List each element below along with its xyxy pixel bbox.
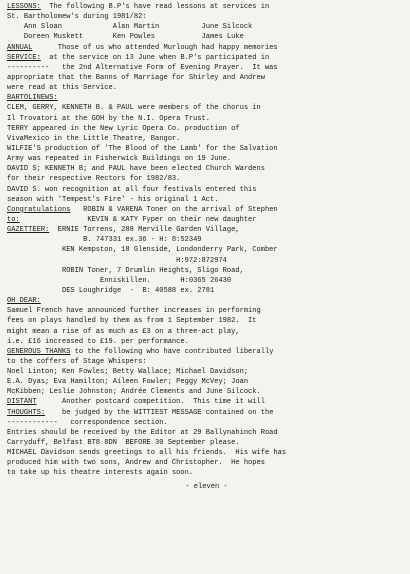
line-text: appropriate that the Banns of Marriage for Shirley and Andrew [7, 73, 265, 82]
line-text: Samuel French have announced further increases in performing [7, 307, 261, 316]
text-line [7, 32, 406, 42]
line-text: to the following who have contributed liberally [70, 347, 274, 356]
text-line [7, 266, 406, 276]
text-line [7, 316, 406, 326]
text-line [7, 53, 406, 63]
line-text: ROBIN & VARENA Toner on the arrival of Stephen [70, 205, 278, 214]
line-text: for their respective Rectors for 1982/83. [7, 175, 181, 184]
line-text: Army was repeated in Fisherwick Buildings on 19 June. [7, 155, 232, 164]
line-text: Entries should be received by the Editor at 29 Ballynahinch Road [7, 428, 278, 437]
text-line [7, 408, 406, 418]
line-text: be judged by the WITTIEST MESSAGE contained on the [45, 408, 274, 417]
text-line [7, 448, 406, 458]
text-line [7, 83, 406, 93]
line-text: DAVID S; KENNETH B; and PAUL have been elected Church Wardens [7, 165, 265, 174]
line-text: ---------- the 2nd Alternative Form of Evening Prayer. It was [7, 63, 278, 72]
text-line [7, 347, 406, 357]
section-heading: SERVICE: [7, 53, 41, 62]
text-line [7, 256, 406, 266]
text-line [7, 458, 406, 468]
line-text: to take up his theatre interests again soon. [7, 469, 194, 478]
text-line [7, 296, 406, 306]
section-heading: LESSONS: [7, 3, 41, 11]
text-line [7, 276, 406, 286]
line-text: VivaMexico in the Little Theatre, Bangor. [7, 134, 181, 143]
line-text: McKibben; Leslie Johnston; Andrée Clements and June Silcock. [7, 388, 261, 397]
section-heading: BARTOLINEWS: [7, 94, 58, 103]
text-line [7, 306, 406, 316]
text-line [7, 286, 406, 296]
section-heading: Congratulations [7, 205, 71, 214]
text-line [7, 154, 406, 164]
line-text: fees on plays handled by them as from 1 September 1982. It [7, 317, 257, 326]
line-text: Il Trovatori at the GOH by the N.I. Opera Trust. [7, 114, 210, 123]
line-text: KEVIN & KATY Fyper on their new daughter [19, 215, 257, 224]
text-line [7, 397, 406, 407]
section-heading: GENEROUS THANKS [7, 347, 71, 356]
text-line [7, 73, 406, 83]
text-line [7, 245, 406, 255]
line-text: Another postcard competition. This time it will [36, 398, 265, 407]
line-text: B. 747331 ex.36 - H: 8:52349 [7, 236, 202, 245]
text-line [7, 337, 406, 347]
text-line [7, 235, 406, 245]
text-line [7, 114, 406, 124]
section-heading: THOUGHTS: [7, 408, 46, 417]
text-line [7, 327, 406, 337]
text-line [7, 357, 406, 367]
line-text: E.A. Dyas; Eva Hamilton; Aileen Fowler; Peggy McVey; Joan [7, 378, 249, 387]
line-text: H:972:872974 [7, 256, 227, 265]
text-line [7, 103, 406, 113]
line-text: season with 'Tempest's Fire' - his original 1 Act. [7, 195, 219, 204]
section-heading: DISTANT [7, 398, 37, 407]
text-line [7, 215, 406, 225]
text-line [7, 418, 406, 428]
line-text: KEN Kempston, 18 Glenside, Londonderry Park, Comber [7, 246, 278, 255]
text-line [7, 144, 406, 154]
text-line [7, 205, 406, 215]
text-line [7, 43, 406, 53]
text-line [7, 387, 406, 397]
text-line [7, 428, 406, 438]
line-text: produced him with two sons, Andrew and Christopher. He hopes [7, 459, 265, 468]
text-line [7, 134, 406, 144]
section-heading: OH DEAR: [7, 297, 41, 306]
text-line [7, 185, 406, 195]
line-text: Those of us who attended Murlough had happy memories [32, 43, 278, 52]
line-text: St. Bartholomew's during 1981/82: [7, 13, 147, 22]
text-line [7, 377, 406, 387]
text-line [7, 164, 406, 174]
text-line [7, 124, 406, 134]
line-text: to the coffers of Stage Whispers: [7, 357, 147, 366]
text-line [7, 12, 406, 22]
text-line [7, 225, 406, 235]
newsletter-text [7, 2, 406, 479]
line-text: Carryduff, Belfast BT8 8DN BEFORE 30 September please. [7, 439, 240, 448]
section-heading: to: [7, 215, 20, 224]
line-text: Ann Sloan Alan Martin June Silcock [7, 23, 253, 32]
line-text: CLEM, GERRY, KENNETH B. & PAUL were members of the chorus in [7, 104, 261, 113]
line-text: ------------ correspondence section. [7, 418, 168, 427]
text-line [7, 468, 406, 478]
line-text: Noel Linton; Ken Fowles; Betty Wallace; Michael Davidson; [7, 368, 249, 377]
line-text: might mean a rise of as much as £3 on a three-act play, [7, 327, 240, 336]
line-text: WILFIE'S production of 'The Blood of the Lamb' for the Salvation [7, 144, 278, 153]
section-heading: ANNUAL [7, 43, 33, 52]
line-text: i.e. £16 increased to £19. per performance. [7, 337, 189, 346]
text-line [7, 174, 406, 184]
text-line [7, 93, 406, 103]
line-text: were read at this Service. [7, 84, 117, 93]
line-text: DES Loughridge - B: 40588 ex. 2781 [7, 286, 215, 295]
text-line [7, 22, 406, 32]
line-text: The following B.P's have read lessons at services in [40, 3, 270, 11]
text-line [7, 195, 406, 205]
line-text: ROBIN Toner, 7 Drumlin Heights, Sligo Road, [7, 266, 244, 275]
line-text: DAVID S. won recognition at all four festivals entered this [7, 185, 257, 194]
text-line [7, 63, 406, 73]
line-text: ERNIE Torrens, 288 Merville Garden Village, [49, 226, 240, 235]
line-text: Doreen Muskett Ken Powles James Luke [7, 33, 244, 42]
page-number: - eleven - [185, 482, 228, 491]
line-text: at the service on 13 June when B.P's participated in [40, 53, 270, 62]
line-text: MICHAEL Davidson sends greetings to all his friends. His wife has [7, 449, 287, 458]
line-text: TERRY appeared in the New Lyric Opera Co. production of [7, 124, 240, 133]
text-line [7, 2, 406, 12]
text-line [7, 367, 406, 377]
text-line [7, 438, 406, 448]
line-text: Enniskillen. H:0365 26430 [7, 276, 232, 285]
section-heading: GAZETTEER: [7, 226, 50, 235]
